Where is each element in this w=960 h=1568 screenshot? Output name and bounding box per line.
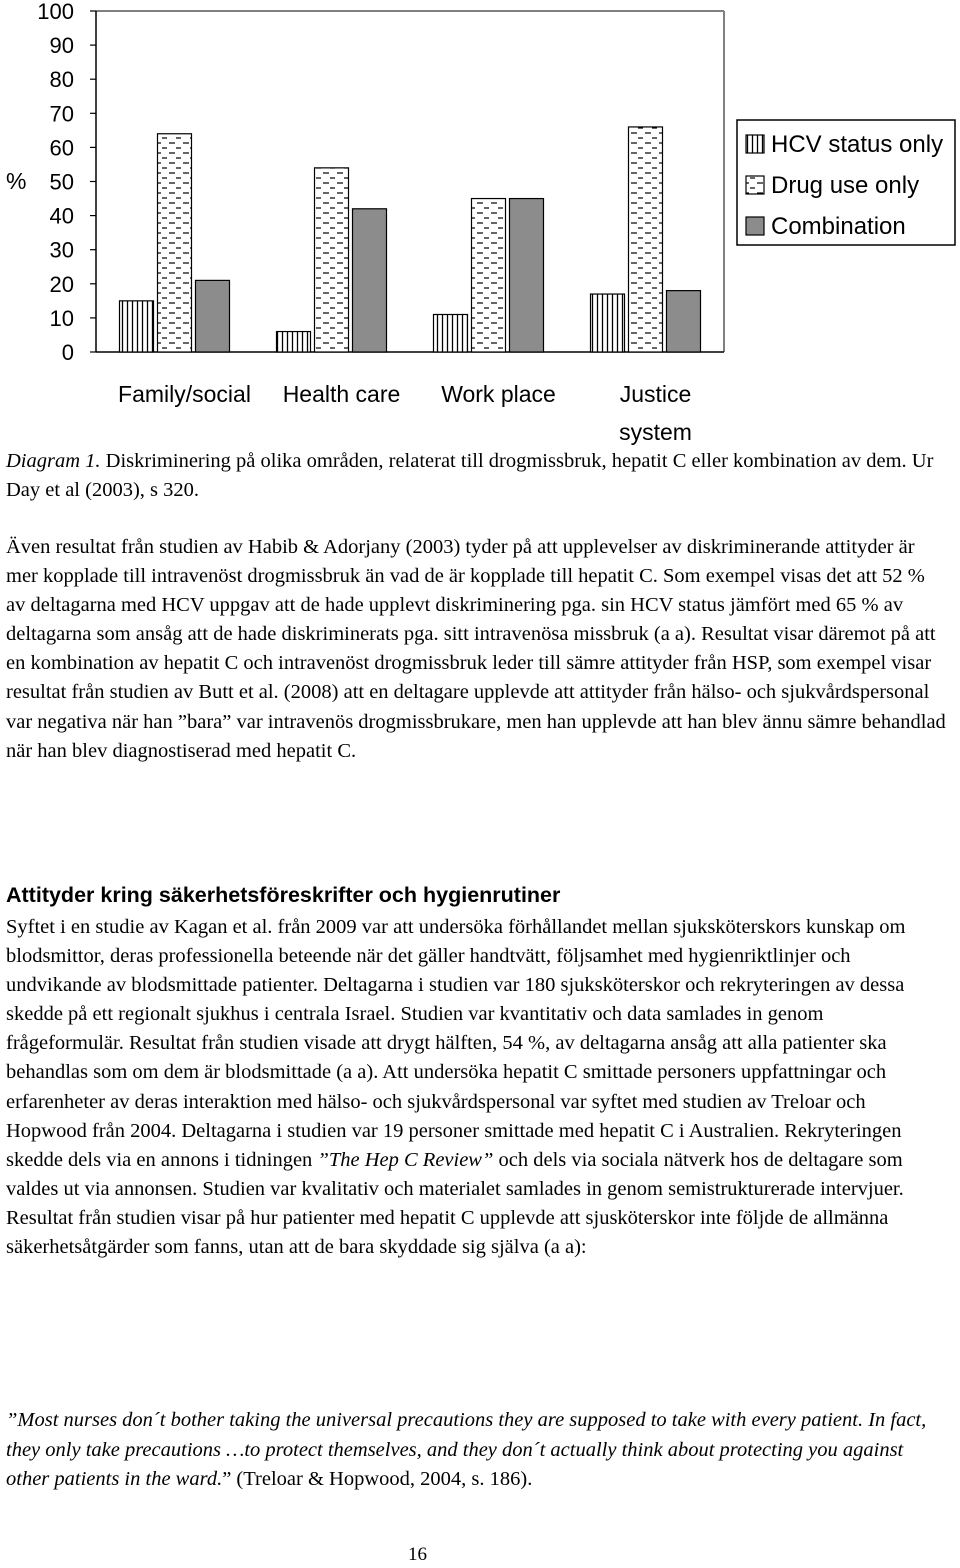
bar-combination-3 bbox=[667, 291, 701, 352]
legend-swatch bbox=[746, 217, 764, 235]
bar-drug-use-only-2 bbox=[472, 199, 506, 352]
block-quote bbox=[6, 1406, 946, 1495]
x-category-label: system bbox=[619, 419, 692, 445]
paragraph-kagan-part2: och dels via sociala nätverk hos de deltagare som valdes ut via annonsen. Studien var kvalitativ och materialet samlades in genom semistrukturerade intervjuer. Resultat från studien visar på hur patienter med hepatit C upplevde att sjusköterskor inte följde de allmänna säkerhetsåtgärder som fanns, utan att de bara skyddade sig själva (a a): bbox=[6, 1148, 904, 1259]
bar-combination-1 bbox=[353, 209, 387, 352]
section-heading: Attityder kring säkerhetsföreskrifter och hygienrutiner bbox=[6, 883, 561, 907]
y-axis-label: % bbox=[6, 168, 27, 194]
legend-label: HCV status only bbox=[771, 131, 944, 158]
y-tick-label: 70 bbox=[49, 101, 74, 127]
discrimination-bar-chart bbox=[0, 0, 960, 450]
bar-combination-2 bbox=[510, 199, 544, 352]
y-tick-label: 50 bbox=[49, 169, 74, 195]
caption-label: Diagram 1. bbox=[6, 450, 101, 472]
bar-drug-use-only-3 bbox=[629, 127, 663, 352]
paragraph-kagan-part1: Syftet i en studie av Kagan et al. från 2009 var att undersöka förhållandet mellan sjuksköterskors kunskap om blodsmittor, deras professionella beteende när det gäller handtvätt, följsamhet med hygienriktlinjer och undvikande av blodsmittade patienter. Deltagarna i studien var 180 sjuksköterskor och rekryteringen av dessa skedde på ett regionalt sjukhus i centrala Israel. Studien var kvantitativ och data samlades in genom frågeformulär. Resultat från studien visade att drygt hälften, 54 %, av deltagarna ansåg att alla patienter ska behandlas som om dem är blodsmittade (a a). Att undersöka hepatit C smittade personers uppfattningar och erfarenheter av deras interaktion med hälso- och sjukvårdspersonal var syftet med studien av Treloar och Hopwood från 2004. Deltagarna i studien var 19 personer smittade med hepatit C i Australien. Rekryteringen skedde dels via en annons i tidningen bbox=[6, 916, 906, 1171]
x-category-label: Work place bbox=[441, 381, 556, 407]
paragraph-kagan bbox=[6, 913, 946, 1262]
x-category-label: Justice bbox=[619, 381, 692, 407]
legend-swatch bbox=[746, 176, 764, 194]
legend-swatch bbox=[746, 135, 764, 153]
bar-combination-0 bbox=[196, 280, 230, 352]
bar-drug-use-only-1 bbox=[315, 168, 349, 352]
caption-text: Diskriminering på olika områden, relaterat till drogmissbruk, hepatit C eller kombination av dem. Ur Day et al (2003), s 320. bbox=[6, 450, 934, 501]
bar-hcv-status-only-0 bbox=[120, 301, 154, 352]
y-tick-label: 20 bbox=[49, 271, 74, 297]
bar-hcv-status-only-2 bbox=[434, 314, 468, 352]
legend-label: Drug use only bbox=[771, 172, 920, 199]
y-tick-label: 60 bbox=[49, 135, 74, 161]
y-tick-label: 30 bbox=[49, 237, 74, 263]
quote-citation: ” (Treloar & Hopwood, 2004, s. 186). bbox=[222, 1468, 533, 1490]
bar-hcv-status-only-1 bbox=[277, 332, 311, 352]
y-tick-label: 90 bbox=[49, 33, 74, 59]
quote-text: ”Most nurses don´t bother taking the universal precautions they are supposed to take with every patient. In fact, they only take precautions …to protect themselves, and they don´t actually think about protecting you against other patients in the ward. bbox=[6, 1409, 927, 1490]
y-tick-label: 80 bbox=[49, 67, 74, 93]
x-category-label: Family/social bbox=[118, 381, 251, 407]
newspaper-title: ”The Hep C Review” bbox=[317, 1148, 494, 1171]
x-category-label: Health care bbox=[282, 381, 401, 407]
figure-caption bbox=[6, 447, 936, 505]
y-tick-label: 0 bbox=[61, 340, 74, 365]
page-number: 16 bbox=[408, 1544, 427, 1565]
bar-drug-use-only-0 bbox=[158, 134, 192, 352]
y-tick-label: 10 bbox=[49, 305, 74, 331]
y-tick-label: 40 bbox=[49, 203, 74, 229]
paragraph-habib: Även resultat från studien av Habib & Adorjany (2003) tyder på att upplevelser av diskriminerande attityder är mer kopplade till intravenöst drogmissbruk än vad de är kopplade till hepatit C. Som exempel visas det att 52 % av deltagarna med HCV uppgav att de hade upplevt diskriminering pga. sin HCV status jämfört med 65 % av deltagarna som ansåg att de hade diskriminerats pga. sitt intravenösa missbruk (a a). Resultat visar däremot på att en kombination av hepatit C och intravenöst drogmissbruk leder till sämre attityder från HSP, som exempel visar resultat från studien av Butt et al. (2008) att en deltagare upplevde att attityder från hälso- och sjukvårdspersonal var negativa när han ”bara” var intravenös drogmissbrukare, men han upplevde att han blev ännu sämre behandlad när han blev diagnostiserad med hepatit C. bbox=[6, 536, 946, 762]
y-tick-label: 100 bbox=[37, 0, 74, 24]
bar-hcv-status-only-3 bbox=[591, 294, 625, 352]
legend-label: Combination bbox=[771, 213, 906, 240]
